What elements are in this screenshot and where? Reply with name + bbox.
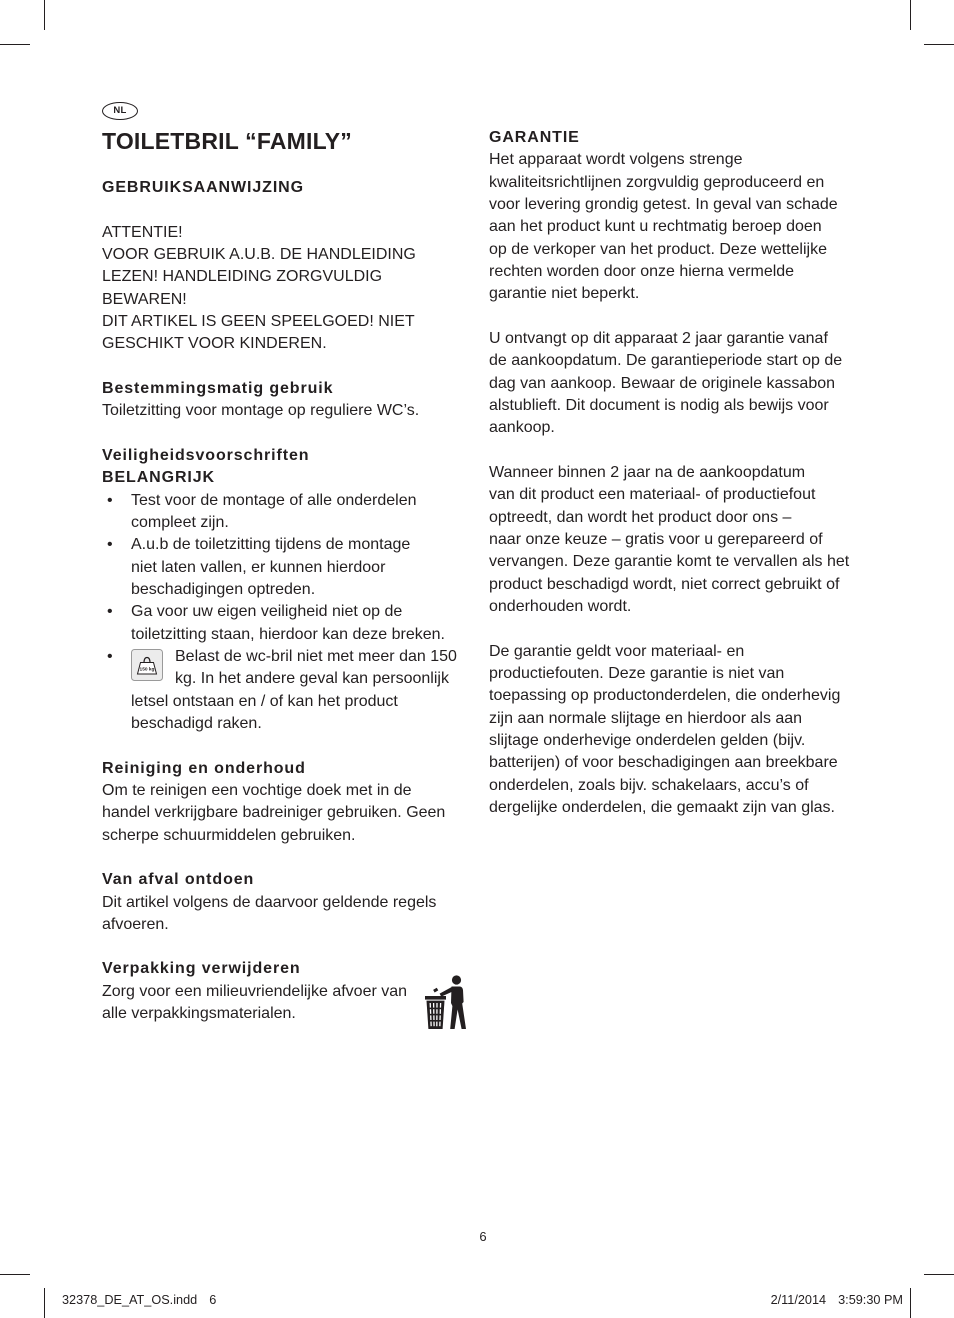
warranty-text: product beschadigd wordt, niet correct gebruikt of (489, 575, 840, 593)
spacer (489, 440, 869, 462)
attention-line: GESCHIKT VOOR KINDEREN. (102, 335, 327, 353)
attention-line: BEWAREN! (102, 290, 187, 308)
warranty-text: aankoop. (489, 419, 555, 437)
warranty-paragraph (489, 641, 869, 820)
spacer (102, 847, 474, 869)
packaging-section (102, 958, 474, 1025)
packaging-heading: Verpakking verwijderen (102, 960, 301, 978)
page-number: 6 (479, 1229, 487, 1244)
max-load-label: 150 kg (139, 667, 155, 673)
warranty-text: van dit product een materiaal- of productiefout (489, 486, 816, 504)
safety-bullet-item (102, 534, 474, 601)
cleaning-text: scherpe schuurmiddelen gebruiken. (102, 826, 356, 844)
slug-page: 6 (209, 1293, 217, 1307)
spacer (489, 618, 869, 640)
warranty-text: garantie niet beperkt. (489, 285, 640, 303)
print-slug-file (62, 1292, 216, 1308)
bullet-text: compleet zijn. (131, 513, 229, 531)
warranty-text: Het apparaat wordt volgens strenge (489, 151, 743, 169)
warranty-text: zijn aan normale slijtage en hierdoor als aan (489, 709, 803, 727)
bullet-text: niet laten vallen, er kunnen hierdoor (131, 558, 386, 576)
bullet-text: Ga voor uw eigen veiligheid niet op de (131, 603, 403, 621)
packaging-text: alle verpakkingsmaterialen. (102, 1005, 296, 1023)
warranty-text: op de verkoper van het product. Deze wettelijke (489, 240, 827, 258)
right-column (489, 127, 869, 819)
warranty-text: aan het product kunt u rechtmatig beroep doen (489, 218, 822, 236)
warranty-heading: GARANTIE (489, 129, 580, 146)
warranty-text: naar onze keuze – gratis voor u gerepareerd of (489, 530, 823, 548)
bullet-text: beschadigingen optreden. (131, 580, 316, 598)
warranty-paragraph (489, 462, 869, 618)
attention-line: LEZEN! HANDLEIDING ZORGVULDIG (102, 268, 383, 286)
language-badge: NL (102, 102, 138, 120)
safety-subheading: BELANGRIJK (102, 469, 216, 487)
cleaning-text: handel verkrijgbare badreiniger gebruiken. Geen (102, 804, 446, 822)
warranty-text: alstublieft. Dit document is nodig als bewijs voor (489, 396, 829, 414)
warranty-text: toepassing op productonderdelen, die onderhevig (489, 687, 841, 705)
bullet-marker: • (107, 491, 113, 509)
bullet-marker: • (107, 603, 113, 621)
warranty-text: Wanneer binnen 2 jaar na de aankoopdatum (489, 463, 806, 481)
spacer (489, 306, 869, 328)
intended-use-heading: Bestemmingsmatig gebruik (102, 379, 334, 397)
slug-date: 2/11/2014 (770, 1293, 827, 1307)
intended-use-text: Toiletzitting voor montage op reguliere WC’s. (102, 402, 420, 420)
bullet-text: A.u.b de toiletzitting tijdens de montage (131, 536, 411, 554)
warranty-text: onderdelen, zoals bijv. schakelaars, accu’s of (489, 776, 809, 794)
disposal-text: Dit artikel volgens de daarvoor geldende regels (102, 893, 437, 911)
warranty-text: De garantie geldt voor materiaal- en (489, 642, 745, 660)
crop-mark (910, 1288, 911, 1318)
slug-time: 3:59:30 PM (838, 1293, 903, 1307)
bullet-marker: • (107, 647, 113, 665)
bullet-text: beschadigd raken. (131, 714, 262, 732)
page-title: TOILETBRIL “FAMILY” (102, 128, 353, 154)
tidyman-icon (425, 975, 467, 1029)
warranty-text: kwaliteitsrichtlijnen zorgvuldig geproduceerd en (489, 173, 825, 191)
bullet-text: toiletzitting staan, hierdoor kan deze breken. (131, 625, 445, 643)
spacer (102, 423, 474, 445)
disposal-heading: Van afval ontdoen (102, 871, 255, 889)
attention-line: ATTENTIE! (102, 223, 183, 241)
crop-mark (924, 44, 954, 45)
attention-notice (102, 222, 474, 356)
crop-mark (910, 0, 911, 30)
safety-bullet-item (102, 490, 474, 535)
warranty-text: dag van aankoop. Bewaar de originele kassabon (489, 374, 836, 392)
slug-filename: 32378_DE_AT_OS.indd (62, 1293, 198, 1307)
bullet-text: Test voor de montage of alle onderdelen (131, 491, 417, 509)
left-column (102, 177, 474, 1025)
warranty-text: dergelijke onderdelen, die gemaakt zijn van glas. (489, 798, 835, 816)
warranty-text: rechten worden door onze hierna vermelde (489, 262, 795, 280)
cleaning-heading: Reiniging en onderhoud (102, 759, 306, 777)
warranty-text: vervangen. Deze garantie komt te vervallen als het (489, 553, 850, 571)
intended-use-section (102, 378, 474, 423)
disposal-section (102, 869, 474, 936)
crop-mark (44, 0, 45, 30)
warranty-text: optreedt, dan wordt het product door ons – (489, 508, 792, 526)
bullet-text: letsel ontstaan en / of kan het product (131, 692, 398, 710)
safety-section (102, 445, 474, 735)
crop-mark (44, 1288, 45, 1318)
warranty-text: U ontvangt op dit apparaat 2 jaar garantie vanaf (489, 329, 828, 347)
warranty-text: onderhouden wordt. (489, 597, 632, 615)
crop-mark (924, 1274, 954, 1275)
spacer (102, 735, 474, 757)
spacer (102, 199, 474, 221)
crop-mark (0, 1274, 30, 1275)
instructions-heading: GEBRUIKSAANWIJZING (102, 179, 304, 196)
cleaning-section (102, 758, 474, 847)
safety-bullet-item (102, 646, 474, 735)
attention-line: DIT ARTIKEL IS GEEN SPEELGOED! NIET (102, 312, 415, 330)
warranty-text: de aankoopdatum. De garantieperiode start op de (489, 352, 843, 370)
bullet-text: kg. In het andere geval kan persoonlijk (175, 670, 449, 688)
safety-heading: Veiligheidsvoorschriften (102, 446, 310, 464)
attention-line: VOOR GEBRUIK A.U.B. DE HANDLEIDING (102, 245, 416, 263)
spacer (102, 936, 474, 958)
warranty-text: batterijen) of voor beschadigingen aan breekbare (489, 754, 838, 772)
warranty-paragraph (489, 328, 869, 440)
bullet-text: Belast de wc-bril niet met meer dan 150 (175, 647, 457, 665)
safety-bullet-item (102, 601, 474, 646)
cleaning-text: Om te reinigen een vochtige doek met in de (102, 781, 412, 799)
disposal-text: afvoeren. (102, 915, 169, 933)
print-slug-timestamp (771, 1292, 903, 1308)
warranty-text: voor levering grondig getest. In geval van schade (489, 195, 838, 213)
packaging-text: Zorg voor een milieuvriendelijke afvoer van (102, 982, 408, 1000)
warranty-paragraph (489, 149, 869, 305)
crop-mark (0, 44, 30, 45)
spacer (102, 356, 474, 378)
bullet-marker: • (107, 536, 113, 554)
warranty-text: slijtage onderhevige onderdelen gelden (bijv. (489, 731, 806, 749)
warranty-text: productiefouten. Deze garantie is niet van (489, 664, 785, 682)
